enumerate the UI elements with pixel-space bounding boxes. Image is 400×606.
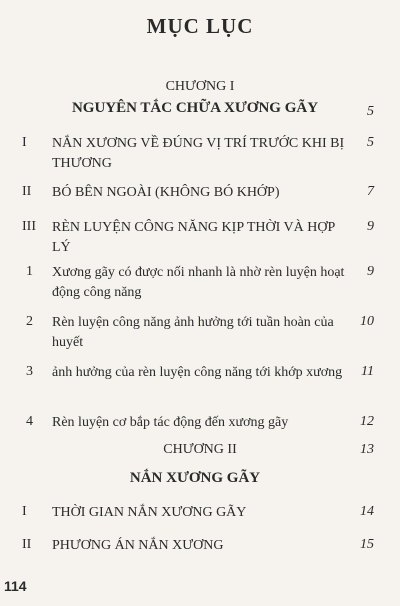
entry-2-1-number: I bbox=[22, 504, 27, 519]
chapter-1-title: NGUYÊN TẮC CHỮA XƯƠNG GÃY bbox=[71, 100, 319, 116]
entry-1-3-page: 9 bbox=[367, 219, 374, 234]
chapter-2-title: NẮN XƯƠNG GÃY bbox=[129, 470, 261, 486]
chapter-1-heading: CHƯƠNG I bbox=[165, 79, 235, 94]
entry-2-2-page: 15 bbox=[360, 537, 374, 552]
entry-1-4-number: 1 bbox=[26, 264, 33, 279]
entry-1-3-text: RÈN LUYỆN CÔNG NĂNG KỊP THỜI VÀ HỢP LÝ bbox=[52, 220, 335, 255]
entry-1-2-text: BÓ BÊN NGOÀI (KHÔNG BÓ KHỚP) bbox=[52, 185, 280, 200]
chapter-2-heading: CHƯƠNG II bbox=[163, 442, 237, 457]
entry-2-2-text: PHƯƠNG ÁN NẮN XƯƠNG bbox=[52, 538, 224, 553]
page-number: 114 bbox=[4, 578, 27, 594]
entry-1-5-page: 10 bbox=[360, 314, 374, 329]
entry-1-1-number: I bbox=[22, 135, 27, 150]
entry-1-7-page: 12 bbox=[360, 414, 374, 429]
chapter-1-page: 5 bbox=[367, 104, 374, 119]
entry-2-1-text: THỜI GIAN NẮN XƯƠNG GÃY bbox=[52, 505, 247, 520]
entry-1-1-page: 5 bbox=[367, 135, 374, 150]
entry-2-2-number: II bbox=[22, 537, 32, 552]
entry-1-3-number: III bbox=[22, 219, 36, 234]
entry-2-1-page: 14 bbox=[360, 504, 374, 519]
entry-1-6-page: 11 bbox=[361, 364, 374, 379]
entry-1-1-text: NẮN XƯƠNG VỀ ĐÚNG VỊ TRÍ TRƯỚC KHI BỊ THƯƠNG bbox=[52, 136, 345, 171]
entry-1-7-text: Rèn luyện cơ bắp tác động đến xương gãy bbox=[52, 415, 289, 430]
entry-1-2-page: 7 bbox=[367, 184, 374, 199]
entry-1-4-text: Xương gãy có được nối nhanh là nhờ rèn luyện hoạt động công năng bbox=[52, 265, 345, 300]
chapter-2-heading-page: 13 bbox=[360, 442, 374, 457]
entry-1-4-page: 9 bbox=[367, 264, 374, 279]
page-title: MỤC LỤC bbox=[146, 14, 254, 38]
entry-1-2-number: II bbox=[22, 184, 32, 199]
entry-1-5-number: 2 bbox=[26, 314, 33, 329]
entry-1-6-number: 3 bbox=[26, 364, 33, 379]
entry-1-6-text: ảnh hưởng của rèn luyện công năng tới khớp xương bbox=[52, 365, 343, 380]
entry-1-7-number: 4 bbox=[26, 414, 33, 429]
entry-1-5-text: Rèn luyện công năng ảnh hưởng tới tuần hoàn của huyết bbox=[52, 315, 334, 350]
